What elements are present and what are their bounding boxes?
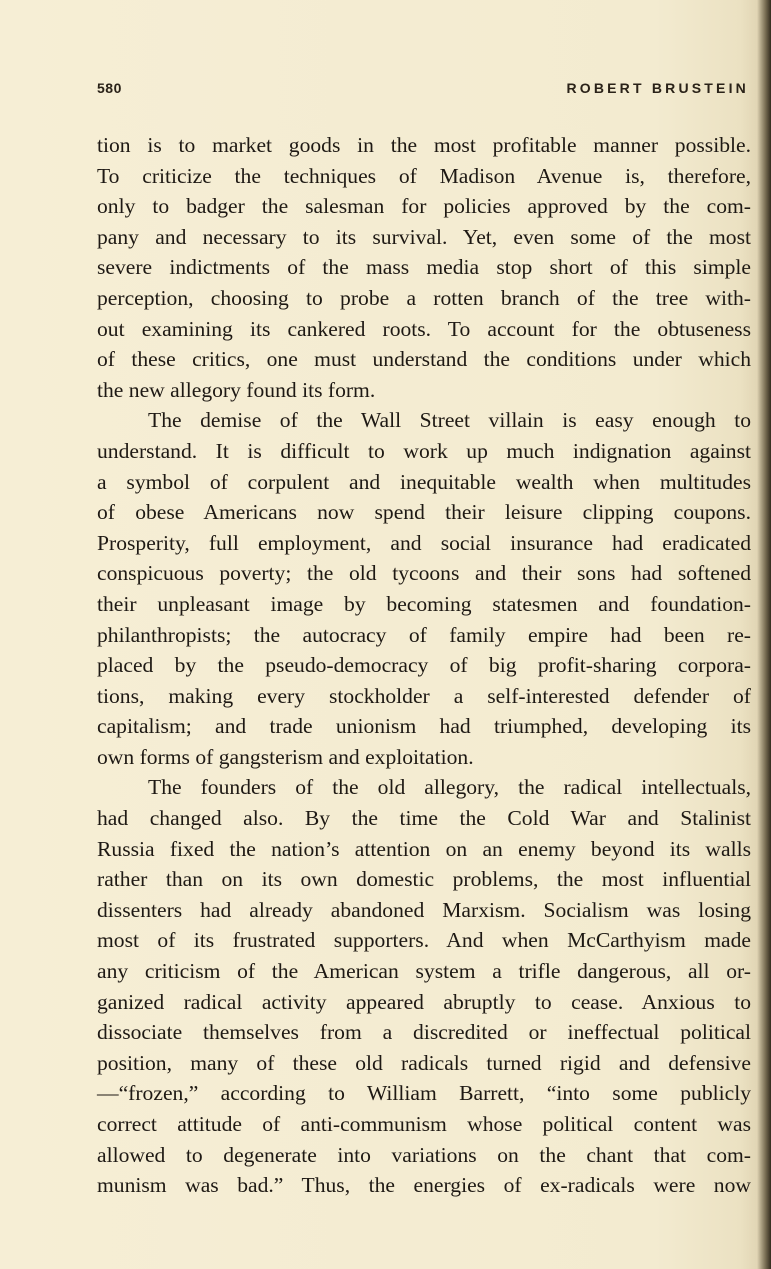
text-line: severe indictments of the mass media stop short of this simple	[97, 255, 751, 280]
text-line: tions, making every stockholder a self-interested defender of	[97, 683, 751, 708]
body-text	[97, 130, 751, 1201]
text-line: The founders of the old allegory, the radical intellectuals,	[148, 775, 751, 800]
text-line: of these critics, one must understand the conditions under which	[97, 347, 751, 372]
text-line: most of its frustrated supporters. And when McCarthyism made	[97, 928, 751, 953]
text-line: perception, choosing to probe a rotten branch of the tree with-	[97, 285, 751, 310]
text-line: correct attitude of anti-communism whose political content was	[97, 1112, 751, 1136]
text-line: munism was bad.” Thus, the energies of ex-radicals were now	[97, 1173, 751, 1198]
page-number: 580	[97, 80, 122, 96]
text-line: of obese Americans now spend their leisure clipping coupons.	[97, 500, 751, 525]
page-edge-shadow	[757, 0, 771, 1269]
text-line: understand. It is difficult to work up much indignation against	[97, 438, 751, 463]
text-line: dissociate themselves from a discredited or ineffectual political	[97, 1020, 751, 1045]
text-line: own forms of gangsterism and exploitation.	[97, 744, 474, 769]
text-line: Prosperity, full employment, and social insurance had eradicated	[97, 530, 751, 555]
text-line: capitalism; and trade unionism had triumphed, developing its	[97, 714, 751, 739]
running-head-author: ROBERT BRUSTEIN	[566, 80, 749, 96]
text-line: out examining its cankered roots. To account for the obtuseness	[97, 316, 751, 341]
text-line: To criticize the techniques of Madison Avenue is, therefore,	[97, 163, 751, 188]
text-line: —“frozen,” according to William Barrett, “into some publicly	[97, 1081, 751, 1106]
text-line: had changed also. By the time the Cold War and Stalinist	[97, 806, 751, 831]
text-line: placed by the pseudo-democracy of big profit-sharing corpora-	[97, 653, 751, 678]
text-line: a symbol of corpulent and inequitable wealth when multitudes	[97, 469, 751, 494]
text-line: ganized radical activity appeared abruptly to cease. Anxious to	[97, 989, 751, 1014]
text-line: tion is to market goods in the most profitable manner possible.	[97, 133, 751, 157]
text-line: their unpleasant image by becoming statesmen and foundation-	[97, 591, 751, 616]
text-line: conspicuous poverty; the old tycoons and their sons had softened	[97, 561, 751, 586]
text-line: pany and necessary to its survival. Yet, even some of the most	[97, 224, 751, 249]
text-line: rather than on its own domestic problems, the most influential	[97, 867, 751, 892]
paragraph-1	[97, 130, 751, 405]
text-line: the new allegory found its form.	[97, 377, 376, 402]
text-line: allowed to degenerate into variations on the chant that com-	[97, 1142, 751, 1167]
text-line: The demise of the Wall Street villain is easy enough to	[148, 408, 751, 433]
text-line: any criticism of the American system a trifle dangerous, all or-	[97, 959, 751, 984]
text-line: only to badger the salesman for policies approved by the com-	[97, 194, 751, 219]
text-line: dissenters had already abandoned Marxism. Socialism was losing	[97, 897, 751, 922]
text-line: position, many of these old radicals turned rigid and defensive	[97, 1050, 751, 1075]
paragraph-3	[97, 772, 751, 1200]
paragraph-2	[97, 405, 751, 772]
text-line: philanthropists; the autocracy of family empire had been re-	[97, 622, 751, 647]
text-line: Russia fixed the nation’s attention on an enemy beyond its walls	[97, 836, 751, 861]
page-header	[97, 80, 751, 104]
